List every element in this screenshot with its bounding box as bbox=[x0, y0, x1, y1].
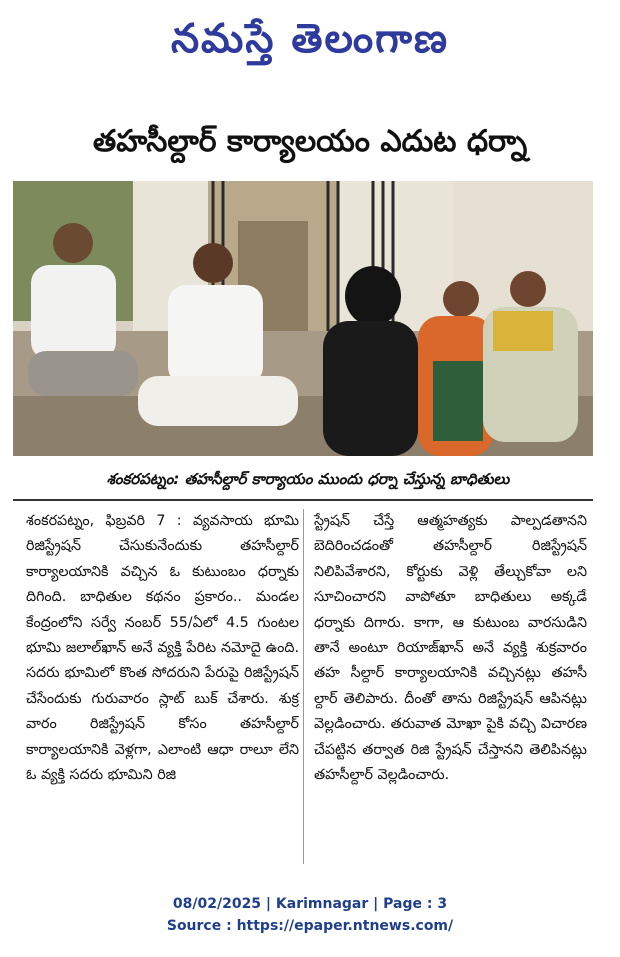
article-body-left: శంకరపట్నం, ఫిబ్రవరి 7 : వ్యవసాయ భూమి రిజిస్ట్రేషన్ చేసుకునేందుకు తహసీల్దార్ కార్యాలయానికి వచ్చిన ఓ కుటుంబం ధర్నాకు దిగింది. బాధితుల కథనం ప్రకారం.. మండల కేంద్రంలోని సర్వే నంబర్ 55/ఏలో 4.5 గుంటల భూమి జలాల్‌ఖాన్ అనే వ్యక్తి పేరిట నమోదై ఉంది. సదరు భూమిలో కొంత సోదరుని పేరుపై రిజిస్ట్రేషన్ చేసేందుకు గురువారం స్లాట్ బుక్ చేశారు. శుక్ర వారం రిజిస్ట్రేషన్ కోసం తహసీల్దార్ కార్యాలయానికి వెళ్లగా, ఎలాంటి ఆధా రాలూ లేని ఓ వ్యక్తి సదరు భూమిని రిజి bbox=[26, 513, 299, 784]
edition-info: 08/02/2025 | Karimnagar | Page : 3 bbox=[172, 896, 448, 912]
article-headline: తహసీల్దార్ కార్యాలయం ఎదుట ధర్నా bbox=[92, 124, 528, 159]
article-column-left bbox=[26, 509, 299, 864]
article-body-right: స్ట్రేషన్ చేస్తే ఆత్మహత్యకు పాల్పడతానని బెదిరించడంతో తహసీల్దార్ రిజిస్ట్రేషన్ నిలిపివేశారని, కోర్టుకు వెళ్లి తేల్చుకోవా లని సూచించారని వాపోతూ బాధితులు అక్కడే ధర్నాకు దిగారు. కాగా, ఆ కుటుంబ వారసుడిని తానే అంటూ రియాజ్‌ఖాన్ అనే వ్యక్తి శుక్రవారం తహ సీల్దార్ కార్యాలయానికి వచ్చినట్లు తహసీ ల్దార్ తెలిపారు. దీంతో తాను రిజిస్ట్రేషన్ ఆపినట్లు వెల్లడించారు. తరువాత మోఖా పైకి వచ్చి విచారణ చేపట్టిన తర్వాత రిజి స్ట్రేషన్ చేస్తానని తెలిపినట్లు తహసీల్దార్ వెల్లడించారు. bbox=[314, 513, 587, 784]
photo-caption: శంకరపట్నం: తహసీల్దార్ కార్యాయం ముందు ధర్నా చేస్తున్న బాధితులు bbox=[106, 470, 510, 488]
caption-rule bbox=[13, 499, 593, 501]
newspaper-masthead: నమస్తే తెలంగాణ bbox=[170, 16, 450, 62]
source-link[interactable]: Source : https://epaper.ntnews.com/ bbox=[166, 918, 454, 934]
column-divider bbox=[303, 509, 304, 864]
article-photo bbox=[13, 181, 593, 456]
article-column-right bbox=[314, 509, 587, 864]
